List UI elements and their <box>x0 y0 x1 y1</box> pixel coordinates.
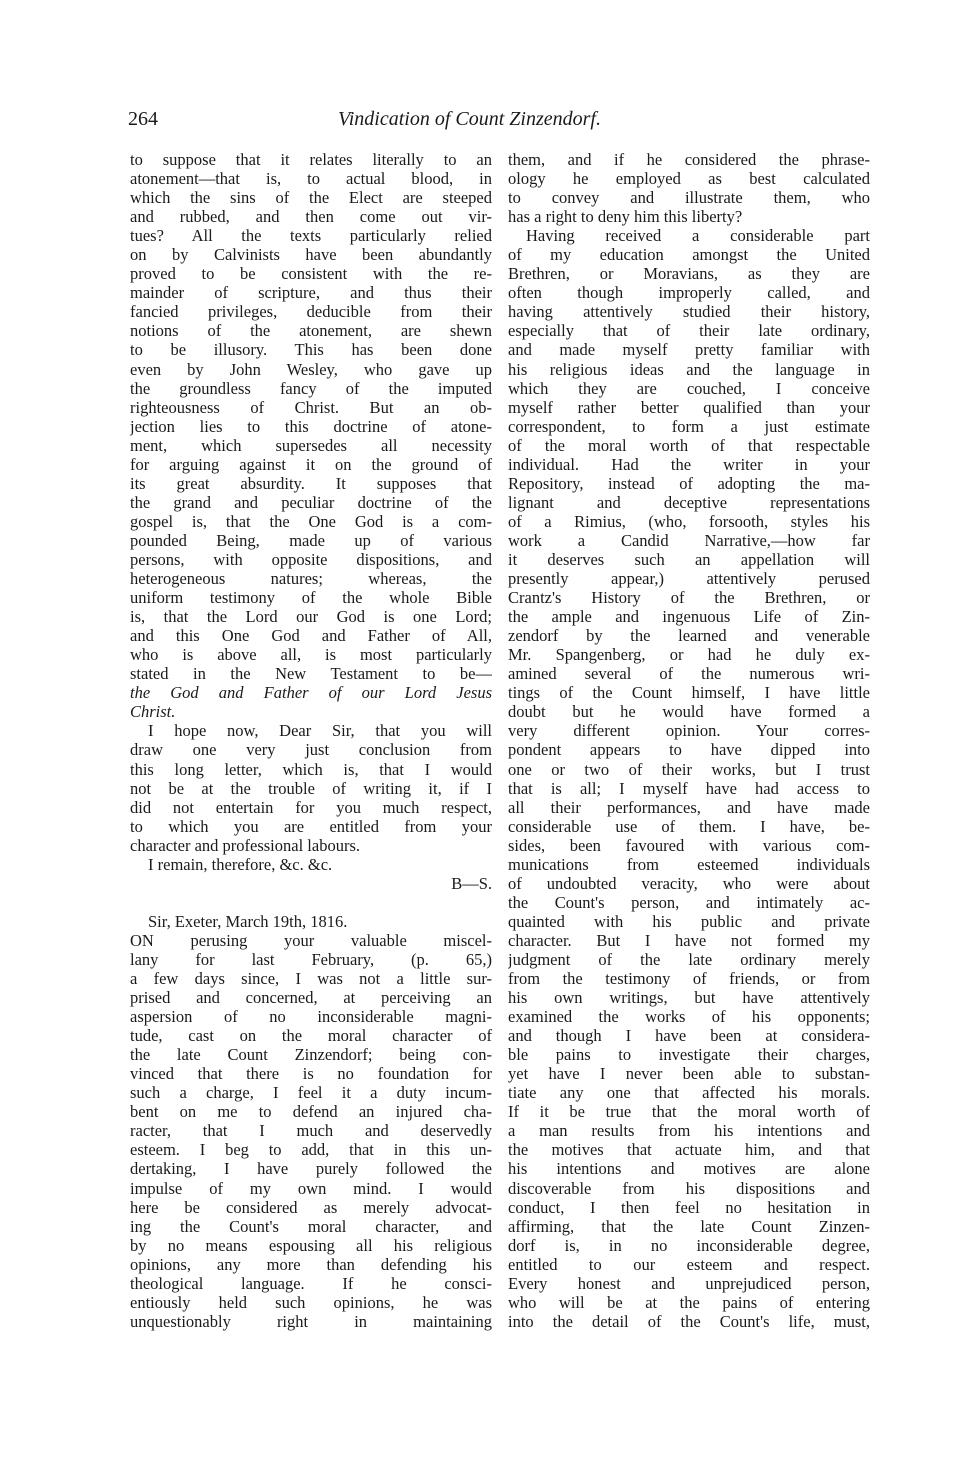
text-line: Sir, Exeter, March 19th, 1816. <box>148 911 348 931</box>
text-line: Repository, instead of adopting the ma- <box>508 473 870 493</box>
text-line: jection lies to this doctrine of atone- <box>130 416 492 436</box>
text-line: and this One God and Father of All, <box>130 626 492 646</box>
text-line: this long letter, which is, that I would <box>130 759 492 779</box>
text-line: very different opinion. Your corres- <box>508 721 870 741</box>
text-line: all their performances, and have made <box>508 797 870 817</box>
text-line: judgment of the late ordinary merely <box>508 949 870 969</box>
text-line: Having received a considerable part <box>526 226 870 246</box>
text-line: and made myself pretty familiar with <box>508 340 870 360</box>
text-line: conduct, I then feel no hesitation in <box>508 1197 870 1217</box>
text-line: the late Count Zinzendorf; being con- <box>130 1045 492 1065</box>
text-line: stated in the New Testament to be— <box>130 664 492 684</box>
text-line: who is above all, is most particularly <box>130 645 492 665</box>
text-line: one or two of their works, but I trust <box>508 759 870 779</box>
text-line: ON perusing your valuable miscel- <box>130 930 492 950</box>
text-line: entiously held such opinions, he was <box>130 1292 492 1312</box>
text-line: tiate any one that affected his morals. <box>508 1083 870 1103</box>
text-line: munications from esteemed individuals <box>508 854 870 874</box>
text-line: such a charge, I feel it a duty incum- <box>130 1083 492 1103</box>
text-line: Crantz's History of the Brethren, or <box>508 588 870 608</box>
text-line: fancied privileges, deducible from their <box>130 302 492 322</box>
text-line: racter, that I much and deservedly <box>130 1121 492 1141</box>
text-line: lignant and deceptive representations <box>508 492 870 512</box>
text-line: pondent appears to have dipped into <box>508 740 870 760</box>
text-line: character. But I have not formed my <box>508 930 870 950</box>
page-header <box>128 108 888 138</box>
text-line: bent on me to defend an injured cha- <box>130 1102 492 1122</box>
text-line: which the sins of the Elect are steeped <box>130 188 492 208</box>
text-line: character and professional labours. <box>130 835 360 855</box>
text-line: quainted with his public and private <box>508 911 870 931</box>
text-line: myself rather better qualified than your <box>508 397 870 417</box>
text-line: doubt but he would have formed a <box>508 702 870 722</box>
text-line: persons, with opposite dispositions, and <box>130 549 492 569</box>
text-line: dorf is, in no inconsiderable degree, <box>508 1235 870 1255</box>
text-line: gospel is, that the One God is a com- <box>130 511 492 531</box>
text-line: the ample and ingenuous Life of Zin- <box>508 607 870 627</box>
left-column <box>130 150 492 1331</box>
text-line: righteousness of Christ. But an ob- <box>130 397 492 417</box>
text-line: impulse of my own mind. I would <box>130 1178 492 1198</box>
text-line: prised and concerned, at perceiving an <box>130 988 492 1008</box>
text-line: to which you are entitled from your <box>130 816 492 836</box>
text-line: lany for last February, (p. 65,) <box>130 949 492 969</box>
text-line: to be illusory. This has been done <box>130 340 492 360</box>
text-line: opinions, any more than defending his <box>130 1254 492 1274</box>
text-line: unquestionably right in maintaining <box>130 1311 492 1331</box>
text-line: the grand and peculiar doctrine of the <box>130 492 492 512</box>
text-line: his own writings, but have attentively <box>508 988 870 1008</box>
text-line: proved to be consistent with the re- <box>130 264 492 284</box>
text-line: tues? All the texts particularly relied <box>130 226 492 246</box>
text-line: individual. Had the writer in your <box>508 454 870 474</box>
text-line: ble pains to investigate their charges, <box>508 1045 870 1065</box>
text-line: which they are couched, I conceive <box>508 378 870 398</box>
text-line: the Count's person, and intimately ac- <box>508 892 870 912</box>
text-line: its great absurdity. It supposes that <box>130 473 492 493</box>
text-line: mainder of scripture, and thus their <box>130 283 492 303</box>
text-line: the groundless fancy of the imputed <box>130 378 492 398</box>
text-line: it deserves such an appellation will <box>508 549 870 569</box>
text-line: to suppose that it relates literally to an <box>130 150 492 169</box>
text-line: by no means espousing all his religious <box>130 1235 492 1255</box>
text-line: vinced that there is no foundation for <box>130 1064 492 1084</box>
text-line: I hope now, Dear Sir, that you will <box>148 721 492 741</box>
text-line: notions of the atonement, are shewn <box>130 321 492 341</box>
text-line: not be at the trouble of writing it, if I <box>130 778 492 798</box>
text-line: amined several of the numerous wri- <box>508 664 870 684</box>
text-line: them, and if he considered the phrase- <box>508 150 870 169</box>
text-line: his religious ideas and the language in <box>508 359 870 379</box>
text-line: draw one very just conclusion from <box>130 740 492 760</box>
page-number: 264 <box>128 108 158 130</box>
text-line: of undoubted veracity, who were about <box>508 873 870 893</box>
text-line: on by Calvinists have been abundantly <box>130 245 492 265</box>
text-line: correspondent, to form a just estimate <box>508 416 870 436</box>
text-line <box>130 893 492 912</box>
text-line: and though I have been at considera- <box>508 1026 870 1046</box>
text-line: Christ. <box>130 702 176 722</box>
text-line: has a right to deny him this liberty? <box>508 207 743 227</box>
text-line: work a Candid Narrative,—how far <box>508 530 870 550</box>
text-line: yet have I never been able to substan- <box>508 1064 870 1084</box>
text-line: tude, cast on the moral character of <box>130 1026 492 1046</box>
text-line: who will be at the pains of entering <box>508 1292 870 1312</box>
text-line: his intentions and motives are alone <box>508 1159 870 1179</box>
text-line: to convey and illustrate them, who <box>508 188 870 208</box>
text-line: ology he employed as best calculated <box>508 169 870 189</box>
text-line: pounded Being, made up of various <box>130 530 492 550</box>
text-line: of a Rimius, (who, forsooth, styles his <box>508 511 870 531</box>
text-line: the motives that actuate him, and that <box>508 1140 870 1160</box>
text-line: a few days since, I was not a little sur- <box>130 969 492 989</box>
text-line: of the moral worth of that respectable <box>508 435 870 455</box>
running-title: Vindication of Count Zinzendorf. <box>338 108 601 130</box>
text-line: Every honest and unprejudiced person, <box>508 1273 870 1293</box>
text-line: B—S. <box>451 873 492 893</box>
text-line: dertaking, I have purely followed the <box>130 1159 492 1179</box>
text-line: Mr. Spangenberg, or had he duly ex- <box>508 645 870 665</box>
text-line: and rubbed, and then come out vir- <box>130 207 492 227</box>
text-line: theological language. If he consci- <box>130 1273 492 1293</box>
text-line: Brethren, or Moravians, as they are <box>508 264 870 284</box>
text-line: having attentively studied their history, <box>508 302 870 322</box>
text-line: that is all; I myself have had access to <box>508 778 870 798</box>
right-column <box>508 150 870 1331</box>
text-line: discoverable from his dispositions and <box>508 1178 870 1198</box>
text-line: heterogeneous natures; whereas, the <box>130 569 492 589</box>
text-line: examined the works of his opponents; <box>508 1007 870 1027</box>
text-line: presently appear,) attentively perused <box>508 569 870 589</box>
text-line: here be considered as merely advocat- <box>130 1197 492 1217</box>
text-line: esteem. I beg to add, that in this un- <box>130 1140 492 1160</box>
text-line: aspersion of no inconsiderable magni- <box>130 1007 492 1027</box>
text-line: I remain, therefore, &c. &c. <box>148 854 333 874</box>
text-line: considerable use of them. I have, be- <box>508 816 870 836</box>
text-line: atonement—that is, to actual blood, in <box>130 169 492 189</box>
text-line: affirming, that the late Count Zinzen- <box>508 1216 870 1236</box>
text-line: entitled to our esteem and respect. <box>508 1254 870 1274</box>
text-line: tings of the Count himself, I have little <box>508 683 870 703</box>
text-line: is, that the Lord our God is one Lord; <box>130 607 492 627</box>
text-line: into the detail of the Count's life, must, <box>508 1311 870 1331</box>
text-line: did not entertain for you much respect, <box>130 797 492 817</box>
text-line: a man results from his intentions and <box>508 1121 870 1141</box>
text-line: zendorf by the learned and venerable <box>508 626 870 646</box>
text-line: especially that of their late ordinary, <box>508 321 870 341</box>
text-line: even by John Wesley, who gave up <box>130 359 492 379</box>
text-line: ment, which supersedes all necessity <box>130 435 492 455</box>
text-line: sides, been favoured with various com- <box>508 835 870 855</box>
text-line: often though improperly called, and <box>508 283 870 303</box>
text-line: If it be true that the moral worth of <box>508 1102 870 1122</box>
text-line: from the testimony of friends, or from <box>508 969 870 989</box>
text-line: ing the Count's moral character, and <box>130 1216 492 1236</box>
text-line: for arguing against it on the ground of <box>130 454 492 474</box>
text-line: the God and Father of our Lord Jesus <box>130 683 492 703</box>
text-line: uniform testimony of the whole Bible <box>130 588 492 608</box>
text-line: of my education amongst the United <box>508 245 870 265</box>
